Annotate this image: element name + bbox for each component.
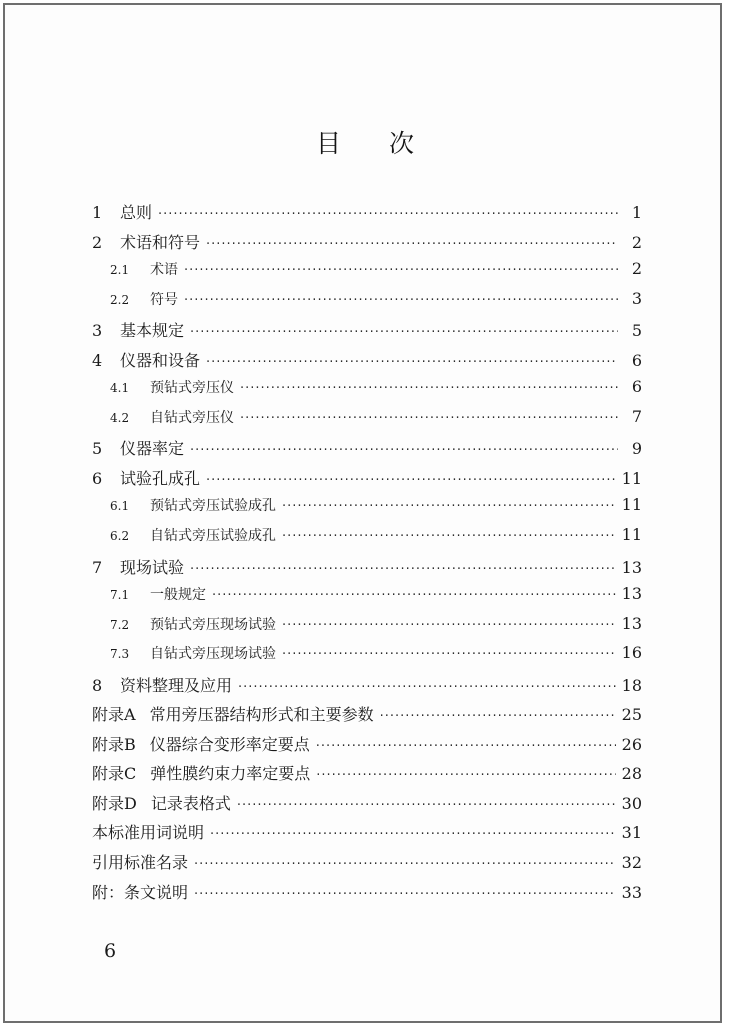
toc-entry-page: 25 [621, 705, 642, 725]
toc-entry-page: 16 [621, 643, 642, 663]
toc-entry-label: 预钻式旁压仪 [150, 380, 234, 397]
table-of-contents [92, 200, 642, 909]
toc-entry-page: 11 [621, 525, 642, 545]
toc-entry-page: 9 [631, 439, 642, 459]
toc-entry[interactable] [92, 259, 642, 289]
title-char-2: 次 [389, 129, 415, 158]
toc-entry-page: 26 [621, 734, 642, 754]
toc-entry-page: 13 [621, 613, 642, 633]
toc-entry-number: 3 [92, 321, 103, 341]
toc-leader-dots [212, 588, 616, 603]
toc-entry-label: 一般规定 [150, 587, 206, 604]
toc-entry-label: 试验孔成孔 [120, 468, 201, 488]
toc-entry[interactable] [92, 525, 642, 555]
toc-leader-dots [210, 827, 616, 842]
toc-entry-label: 现场试验 [120, 557, 185, 577]
toc-entry-number: 6.1 [110, 499, 130, 514]
toc-entry[interactable] [92, 377, 642, 407]
toc-leader-dots [184, 293, 618, 308]
toc-entry[interactable] [92, 318, 642, 348]
toc-leader-dots [282, 647, 616, 662]
toc-leader-dots [238, 680, 616, 695]
toc-leader-dots [240, 411, 618, 426]
toc-entry-label: 引用标准名录 [92, 853, 189, 873]
toc-entry-page: 31 [621, 823, 642, 843]
toc-entry-page: 3 [631, 288, 642, 308]
toc-entry-page: 5 [631, 321, 642, 341]
toc-entry-number: 7 [92, 557, 103, 577]
toc-entry-number: 2 [92, 232, 103, 252]
toc-entry-page: 7 [631, 406, 642, 426]
toc-entry-label: 术语 [150, 262, 178, 279]
toc-entry[interactable] [92, 880, 642, 910]
toc-entry-number: 7.1 [110, 588, 130, 603]
toc-entry-page: 1 [631, 203, 642, 222]
toc-entry[interactable] [92, 348, 642, 378]
toc-entry[interactable] [92, 732, 642, 762]
toc-entry-page: 11 [621, 468, 642, 488]
toc-entry-page: 2 [631, 259, 642, 279]
toc-leader-dots [184, 263, 618, 278]
toc-entry-label: 基本规定 [120, 321, 185, 341]
toc-entry-page: 13 [621, 584, 642, 604]
toc-entry-page: 6 [631, 350, 642, 370]
toc-entry-label: 常用旁压器结构形式和主要参数 [149, 705, 374, 725]
toc-leader-dots [237, 798, 616, 813]
toc-leader-dots [206, 473, 616, 488]
toc-entry[interactable] [92, 702, 642, 732]
toc-entry-label: 自钻式旁压仪 [150, 409, 234, 426]
toc-entry-label: 记录表格式 [150, 793, 231, 813]
toc-entry-number: 7.3 [110, 647, 130, 662]
toc-entry-label: 总则 [120, 203, 153, 222]
toc-entry-number: 4.1 [110, 381, 130, 396]
toc-entry-page: 2 [631, 232, 642, 252]
toc-leader-dots [240, 381, 618, 396]
toc-entry-page: 33 [621, 882, 642, 902]
title-char-1: 目 [315, 129, 341, 158]
page-number: 6 [104, 940, 117, 962]
toc-entry-number: 附录C [92, 764, 137, 784]
toc-entry-label: 资料整理及应用 [120, 675, 233, 695]
page-title [0, 124, 730, 160]
toc-entry-label: 仪器综合变形率定要点 [149, 734, 310, 754]
toc-entry-number: 6 [92, 468, 103, 488]
toc-entry[interactable] [92, 289, 642, 319]
toc-entry-label: 本标准用词说明 [92, 823, 205, 843]
toc-entry-label: 附：条文说明 [92, 882, 189, 902]
toc-entry[interactable] [92, 200, 642, 230]
toc-leader-dots [190, 325, 618, 340]
toc-leader-dots [194, 887, 616, 902]
toc-entry-number: 7.2 [110, 617, 130, 632]
toc-entry-label: 术语和符号 [120, 232, 201, 252]
toc-entry[interactable] [92, 230, 642, 260]
toc-entry[interactable] [92, 436, 642, 466]
toc-entry[interactable] [92, 643, 642, 673]
toc-entry[interactable] [92, 761, 642, 791]
toc-entry-label: 仪器率定 [120, 439, 185, 459]
toc-entry-number: 4.2 [110, 410, 130, 425]
toc-entry-page: 13 [621, 557, 642, 577]
toc-entry-number: 6.2 [110, 529, 130, 544]
toc-entry[interactable] [92, 673, 642, 703]
toc-leader-dots [282, 618, 616, 633]
toc-entry-number: 4 [92, 350, 103, 370]
toc-leader-dots [380, 709, 616, 724]
toc-leader-dots [206, 237, 618, 252]
toc-entry-label: 预钻式旁压现场试验 [150, 616, 276, 633]
toc-entry-number: 2.2 [110, 292, 130, 307]
toc-entry[interactable] [92, 614, 642, 644]
toc-leader-dots [190, 443, 618, 458]
toc-entry-label: 符号 [150, 291, 178, 308]
toc-entry-number: 附录B [92, 734, 136, 754]
toc-leader-dots [282, 499, 616, 514]
toc-entry-label: 弹性膜约束力率定要点 [150, 764, 311, 784]
toc-entry-page: 6 [631, 377, 642, 397]
toc-entry-number: 1 [92, 203, 103, 222]
toc-entry-label: 自钻式旁压现场试验 [150, 646, 276, 663]
toc-leader-dots [316, 739, 616, 754]
toc-leader-dots [158, 207, 618, 222]
toc-entry-number: 8 [92, 675, 103, 695]
toc-entry[interactable] [92, 466, 642, 496]
toc-entry[interactable] [92, 495, 642, 525]
toc-leader-dots [206, 355, 618, 370]
toc-entry-number: 5 [92, 439, 103, 459]
toc-leader-dots [282, 529, 616, 544]
toc-entry-page: 18 [621, 675, 642, 695]
toc-entry-page: 11 [621, 495, 642, 515]
toc-entry[interactable] [92, 820, 642, 850]
toc-entry-number: 2.1 [110, 263, 130, 278]
toc-entry-label: 预钻式旁压试验成孔 [150, 498, 276, 515]
toc-entry[interactable] [92, 791, 642, 821]
toc-entry-number: 附录D [92, 793, 137, 813]
toc-entry-number: 附录A [92, 705, 136, 725]
toc-entry[interactable] [92, 555, 642, 585]
toc-entry-page: 30 [621, 793, 642, 813]
toc-leader-dots [194, 857, 616, 872]
toc-entry-page: 32 [621, 853, 642, 873]
toc-entry[interactable] [92, 850, 642, 880]
toc-leader-dots [190, 562, 616, 577]
toc-leader-dots [316, 768, 615, 783]
toc-entry-label: 仪器和设备 [120, 350, 201, 370]
toc-entry[interactable] [92, 584, 642, 614]
toc-entry[interactable] [92, 407, 642, 437]
toc-entry-page: 28 [621, 764, 642, 784]
toc-entry-label: 自钻式旁压试验成孔 [150, 528, 276, 545]
